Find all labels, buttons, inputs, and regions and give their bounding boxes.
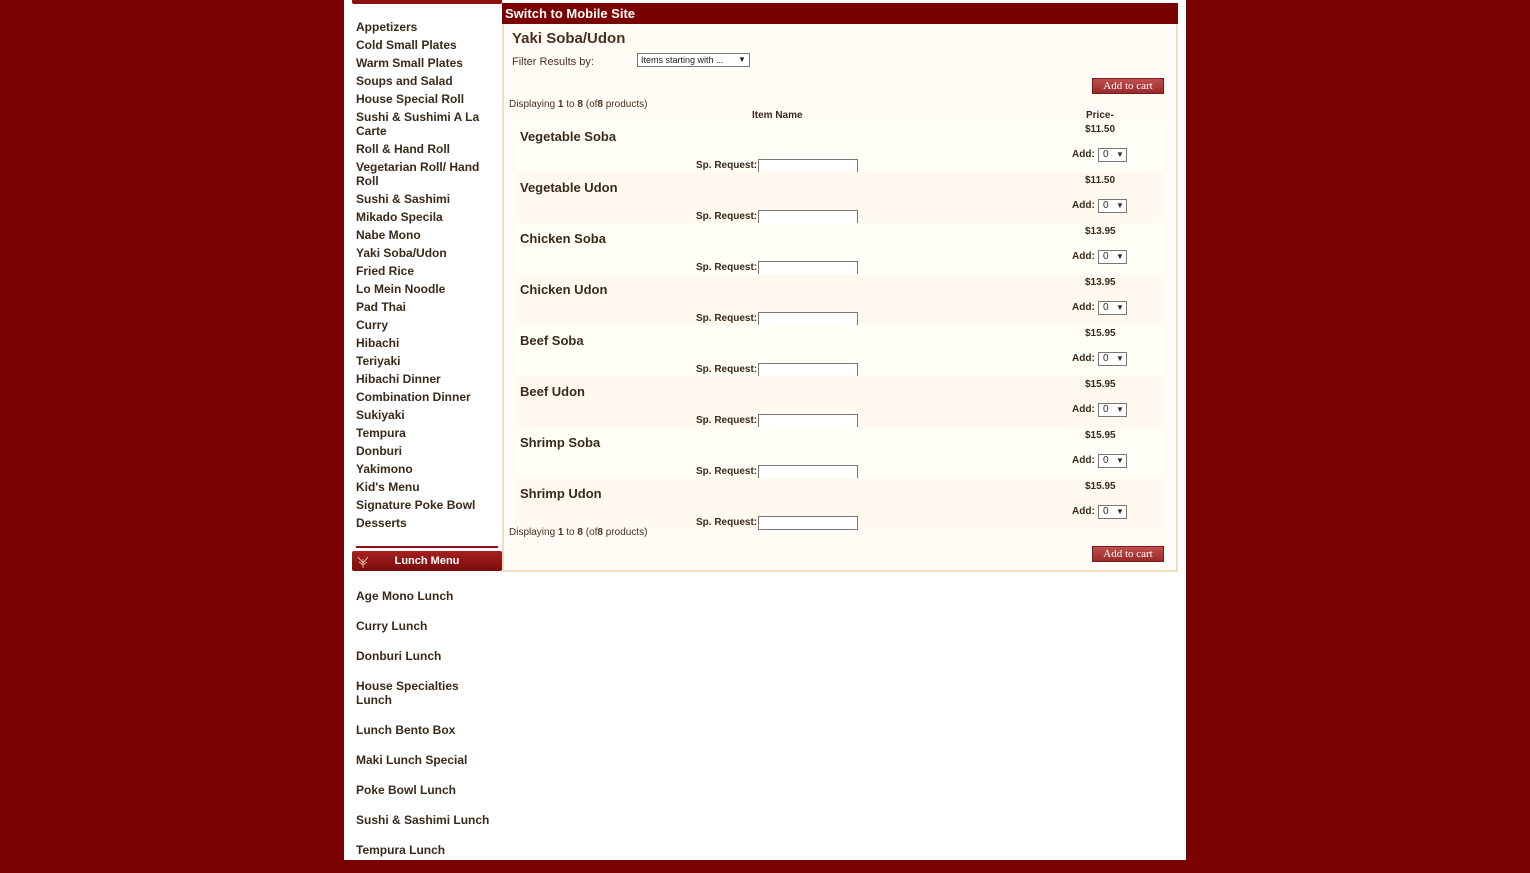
- displaying-to-word: to: [566, 99, 575, 110]
- displaying-total: 8: [597, 527, 603, 538]
- add-label: Add:: [1072, 353, 1095, 364]
- product-name: Shrimp Udon: [520, 486, 602, 501]
- special-request-input[interactable]: [758, 159, 858, 173]
- displaying-total: 8: [597, 99, 603, 110]
- displaying-prefix: Displaying: [509, 99, 556, 110]
- displaying-suffix: products): [605, 99, 648, 110]
- chevron-down-icon: ▼: [1116, 354, 1124, 363]
- category-link[interactable]: Hibachi: [356, 336, 400, 350]
- product-name: Chicken Soba: [520, 231, 606, 246]
- special-request-input[interactable]: [758, 210, 858, 224]
- add-label: Add:: [1072, 200, 1095, 211]
- quantity-value: 0: [1103, 200, 1109, 211]
- add-to-cart-button-bottom[interactable]: Add to cart: [1092, 546, 1164, 562]
- product-price: $13.95: [1085, 226, 1116, 237]
- category-link[interactable]: Desserts: [356, 516, 407, 530]
- category-link[interactable]: Donburi: [356, 444, 402, 458]
- switch-mobile-link[interactable]: Switch to Mobile Site: [502, 3, 1178, 24]
- chevron-down-icon: ▼: [1116, 252, 1124, 261]
- quantity-value: 0: [1103, 302, 1109, 313]
- category-link[interactable]: Yakimono: [356, 462, 413, 476]
- displaying-to: 8: [577, 99, 583, 110]
- displaying-of: (of: [585, 99, 598, 110]
- category-link[interactable]: House Special Roll: [356, 92, 465, 106]
- special-request-label: Sp. Request:: [696, 415, 758, 426]
- lunch-category-link[interactable]: Age Mono Lunch: [356, 589, 454, 603]
- category-link[interactable]: Fried Rice: [356, 264, 415, 278]
- category-link[interactable]: Pad Thai: [356, 300, 407, 314]
- category-link[interactable]: Sushi & Sushimi A La Carte: [356, 110, 480, 138]
- category-link[interactable]: Roll & Hand Roll: [356, 142, 450, 156]
- product-row: [517, 274, 1163, 325]
- quantity-select[interactable]: [1098, 454, 1127, 468]
- product-name: Beef Udon: [520, 384, 585, 399]
- product-row: [517, 376, 1163, 427]
- sidebar: [352, 0, 502, 873]
- special-request-input[interactable]: [758, 414, 858, 428]
- category-link[interactable]: Combination Dinner: [356, 390, 471, 404]
- product-price: $13.95: [1085, 277, 1116, 288]
- special-request-label: Sp. Request:: [696, 160, 758, 171]
- product-name: Vegetable Soba: [520, 129, 617, 144]
- filter-select[interactable]: [637, 53, 750, 67]
- lunch-category-link[interactable]: Donburi Lunch: [356, 649, 442, 663]
- lunch-category-link[interactable]: Curry Lunch: [356, 619, 428, 633]
- product-row: [517, 325, 1163, 376]
- category-link[interactable]: Mikado Specila: [356, 210, 443, 224]
- category-link[interactable]: Hibachi Dinner: [356, 372, 441, 386]
- chevron-down-icon: ▼: [738, 55, 746, 64]
- lunch-list: [352, 589, 502, 857]
- page-container: [344, 0, 1186, 860]
- lunch-menu-title: Lunch Menu: [394, 555, 460, 567]
- displaying-count-bottom: [509, 527, 647, 538]
- product-name: Vegetable Udon: [520, 180, 618, 195]
- add-label: Add:: [1072, 149, 1095, 160]
- displaying-to: 8: [577, 527, 583, 538]
- product-row: [517, 172, 1163, 223]
- product-list: [517, 121, 1163, 529]
- product-row: [517, 121, 1163, 172]
- product-price: $15.95: [1085, 430, 1116, 441]
- special-request-input[interactable]: [758, 312, 858, 326]
- page-title: Yaki Soba/Udon: [512, 30, 626, 47]
- add-label: Add:: [1072, 455, 1095, 466]
- quantity-select[interactable]: [1098, 352, 1127, 366]
- quantity-value: 0: [1103, 251, 1109, 262]
- column-header-name: Item Name: [752, 110, 803, 121]
- category-link[interactable]: Soups and Salad: [356, 74, 453, 88]
- category-link[interactable]: Teriyaki: [356, 354, 401, 368]
- chevron-down-icon: ▼: [1116, 303, 1124, 312]
- add-label: Add:: [1072, 404, 1095, 415]
- add-label: Add:: [1072, 302, 1095, 313]
- special-request-input[interactable]: [758, 516, 858, 530]
- category-link[interactable]: Appetizers: [356, 20, 418, 34]
- category-link[interactable]: Signature Poke Bowl: [356, 498, 476, 512]
- special-request-label: Sp. Request:: [696, 262, 758, 273]
- add-label: Add:: [1072, 506, 1095, 517]
- quantity-value: 0: [1103, 455, 1109, 466]
- category-link[interactable]: Sukiyaki: [356, 408, 405, 422]
- lunch-category-link[interactable]: House Specialties Lunch: [356, 679, 459, 707]
- lunch-category-link[interactable]: Sushi & Sashimi Lunch: [356, 813, 490, 827]
- category-link[interactable]: Warm Small Plates: [356, 56, 463, 70]
- category-link[interactable]: Vegetarian Roll/ Hand Roll: [356, 160, 480, 188]
- sidebar-divider: [356, 546, 498, 548]
- special-request-input[interactable]: [758, 465, 858, 479]
- main-content: [502, 3, 1178, 572]
- category-link[interactable]: Kid's Menu: [356, 480, 420, 494]
- lunch-category-link[interactable]: Lunch Bento Box: [356, 723, 456, 737]
- special-request-label: Sp. Request:: [696, 517, 758, 528]
- product-panel: [502, 24, 1178, 572]
- product-name: Chicken Udon: [520, 282, 608, 297]
- product-name: Shrimp Soba: [520, 435, 601, 450]
- product-price: $15.95: [1085, 328, 1116, 339]
- chevron-down-icon: ▼: [1116, 507, 1124, 516]
- category-link[interactable]: Tempura: [356, 426, 406, 440]
- quantity-value: 0: [1103, 353, 1109, 364]
- lunch-category-link[interactable]: Maki Lunch Special: [356, 753, 468, 767]
- category-link[interactable]: Nabe Mono: [356, 228, 421, 242]
- filter-label: Filter Results by:: [512, 56, 594, 68]
- special-request-label: Sp. Request:: [696, 211, 758, 222]
- category-link[interactable]: Cold Small Plates: [356, 38, 457, 52]
- lunch-category-link[interactable]: Tempura Lunch: [356, 843, 446, 857]
- product-name: Beef Soba: [520, 333, 584, 348]
- displaying-suffix: products): [605, 527, 648, 538]
- category-link[interactable]: Sushi & Sashimi: [356, 192, 451, 206]
- displaying-prefix: Displaying: [509, 527, 556, 538]
- displaying-from: 1: [557, 527, 564, 538]
- product-price: $11.50: [1085, 124, 1116, 135]
- quantity-select[interactable]: [1098, 148, 1127, 162]
- chevron-down-icon: ▼: [1116, 150, 1124, 159]
- category-link[interactable]: Curry: [356, 318, 389, 332]
- product-price: $15.95: [1085, 481, 1116, 492]
- special-request-label: Sp. Request:: [696, 466, 758, 477]
- column-header-price: Price-: [1086, 110, 1114, 121]
- lunch-category-link[interactable]: Poke Bowl Lunch: [356, 783, 457, 797]
- sidebar-top-bar: [352, 0, 502, 4]
- lunch-menu-header: [352, 551, 502, 571]
- special-request-label: Sp. Request:: [696, 364, 758, 375]
- quantity-value: 0: [1103, 404, 1109, 415]
- category-link[interactable]: Yaki Soba/Udon: [356, 246, 447, 260]
- add-label: Add:: [1072, 251, 1095, 262]
- special-request-input[interactable]: [758, 261, 858, 275]
- displaying-to-word: to: [566, 527, 575, 538]
- product-row: [517, 427, 1163, 478]
- product-price: $11.50: [1085, 175, 1116, 186]
- displaying-count-top: [509, 99, 647, 110]
- chevron-down-icon: ▼: [1116, 405, 1124, 414]
- special-request-label: Sp. Request:: [696, 313, 758, 324]
- special-request-input[interactable]: [758, 363, 858, 377]
- quantity-select[interactable]: [1098, 505, 1127, 519]
- quantity-select[interactable]: [1098, 199, 1127, 213]
- chevron-down-icon: ▼: [1116, 456, 1124, 465]
- quantity-value: 0: [1103, 149, 1109, 160]
- displaying-from: 1: [557, 99, 564, 110]
- product-row: [517, 223, 1163, 274]
- chevron-down-icon: ▼: [1116, 201, 1124, 210]
- leaf-icon: [356, 553, 370, 569]
- quantity-value: 0: [1103, 506, 1109, 517]
- category-list: [352, 20, 502, 530]
- quantity-select[interactable]: [1098, 250, 1127, 264]
- filter-selected-value: Items starting with ...: [641, 55, 724, 65]
- category-link[interactable]: Lo Mein Noodle: [356, 282, 446, 296]
- quantity-select[interactable]: [1098, 403, 1127, 417]
- displaying-of: (of: [585, 527, 598, 538]
- quantity-select[interactable]: [1098, 301, 1127, 315]
- product-price: $15.95: [1085, 379, 1116, 390]
- add-to-cart-button-top[interactable]: Add to cart: [1092, 78, 1164, 94]
- product-row: [517, 478, 1163, 529]
